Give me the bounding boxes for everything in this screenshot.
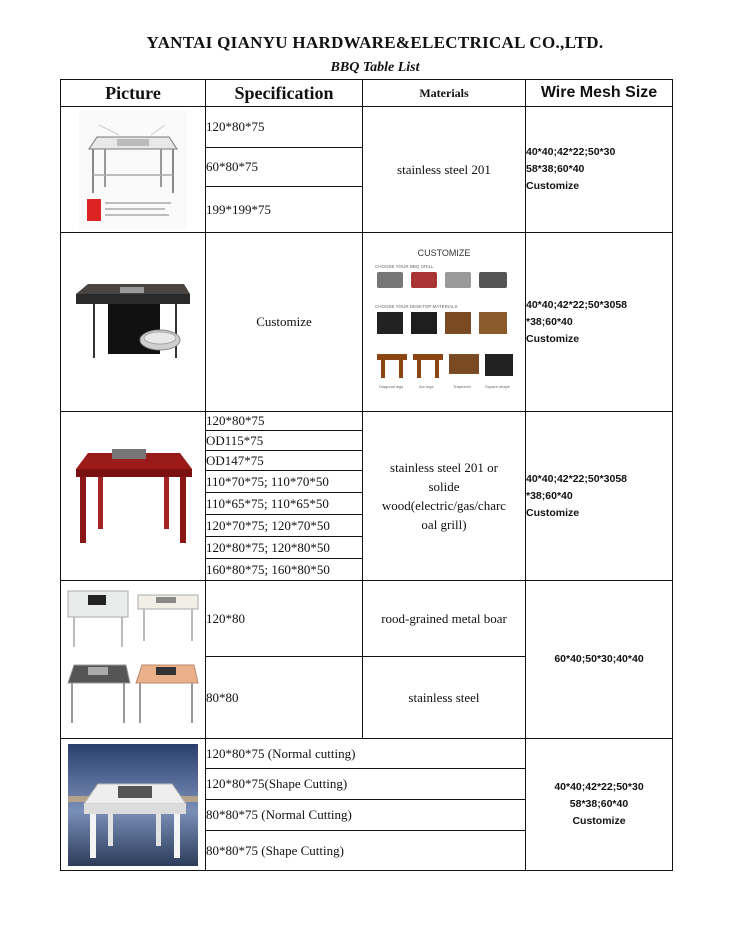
mesh-line: 40*40;42*22;50*3058 [526,472,628,485]
table-row [61,233,673,412]
material-line: wood(electric/gas/charc [381,498,507,513]
spec-cell: OD115*75 [206,431,363,451]
material-cell: rood-grained metal boar [363,581,526,657]
material-cell: stainless steel [363,657,526,739]
col-header-specification: Specification [206,80,363,107]
spec-cell: 160*80*75; 160*80*50 [206,559,363,581]
spec-cell: 120*80*75 (Normal cutting) [206,739,526,769]
mesh-size-cell [526,739,673,871]
material-line: stainless steel 201 or [390,460,498,475]
bbq-table-list [60,79,673,871]
spec-cell: 120*80*75(Shape Cutting) [206,769,526,800]
mesh-size-cell [526,581,673,739]
spec-cell: 80*80*75 (Shape Cutting) [206,831,526,871]
desktop-section-label: CHOOSE YOUR DESKTOP MATERIALS [375,304,458,309]
mesh-line: Customize [526,332,580,345]
spec-cell: 120*80 [206,581,363,657]
table-row [61,412,673,431]
mesh-line: *38;60*40 [526,315,573,328]
product-image-black-top-table [61,233,206,412]
leg-label: Square shape [485,384,510,389]
spec-cell: 80*80 [206,657,363,739]
spec-cell: 110*65*75; 110*65*50 [206,493,363,515]
mesh-line: *38;60*40 [526,489,573,502]
grill-section-label: CHOOSE YOUR BBQ GRILL [375,264,434,269]
mesh-size-cell [526,412,673,581]
header-row [61,80,673,107]
mesh-line: 40*40;42*22;50*30 [554,781,644,793]
mesh-line: 60*40;50*30;40*40 [554,653,644,665]
product-image-red-wood-table [61,412,206,581]
leg-label: Trapezoid [453,384,471,389]
mesh-line: 40*40;42*22;50*30 [526,146,616,158]
table-row [61,739,673,769]
table-row [61,107,673,148]
col-header-materials: Materials [363,80,526,107]
spec-cell: 60*80*75 [206,148,363,187]
leg-label: Arc legs [419,384,434,389]
product-image-night-scene-table [61,739,206,871]
mesh-line: 58*38;60*40 [526,163,585,175]
material-line: solide [428,479,460,494]
spec-cell: 120*80*75; 120*80*50 [206,537,363,559]
material-cell [363,412,526,581]
table-row [61,581,673,657]
mesh-line: Customize [572,815,626,827]
spec-cell: 199*199*75 [206,187,363,233]
material-cell: stainless steel 201 [363,107,526,233]
product-image-steel-frame-table [61,107,206,233]
spec-cell: 80*80*75 (Normal Cutting) [206,800,526,831]
material-line: oal grill) [421,517,467,532]
spec-cell: 120*80*75 [206,412,363,431]
company-title: YANTAI QIANYU HARDWARE&ELECTRICAL CO.,LTD. [146,33,604,52]
mesh-line: 58*38;60*40 [569,798,629,810]
spec-cell: 120*80*75 [206,107,363,148]
leg-label: Diagonal legs [379,384,404,389]
spec-cell: OD147*75 [206,451,363,471]
col-header-picture: Picture [61,80,206,107]
mesh-line: 40*40;42*22;50*3058 [526,298,628,311]
mesh-line: Customize [526,180,580,192]
product-image-four-tables [61,581,206,739]
mesh-size-cell [526,107,673,233]
customize-title: CUSTOMIZE [417,248,471,258]
mesh-line: Customize [526,506,580,519]
spec-cell: 120*70*75; 120*70*50 [206,515,363,537]
mesh-size-cell [526,233,673,412]
spec-cell: 110*70*75; 110*70*50 [206,471,363,493]
customize-options-image [363,233,526,412]
spec-cell: Customize [206,233,363,412]
col-header-mesh: Wire Mesh Size [526,80,673,107]
table-subtitle: BBQ Table List [330,60,420,75]
